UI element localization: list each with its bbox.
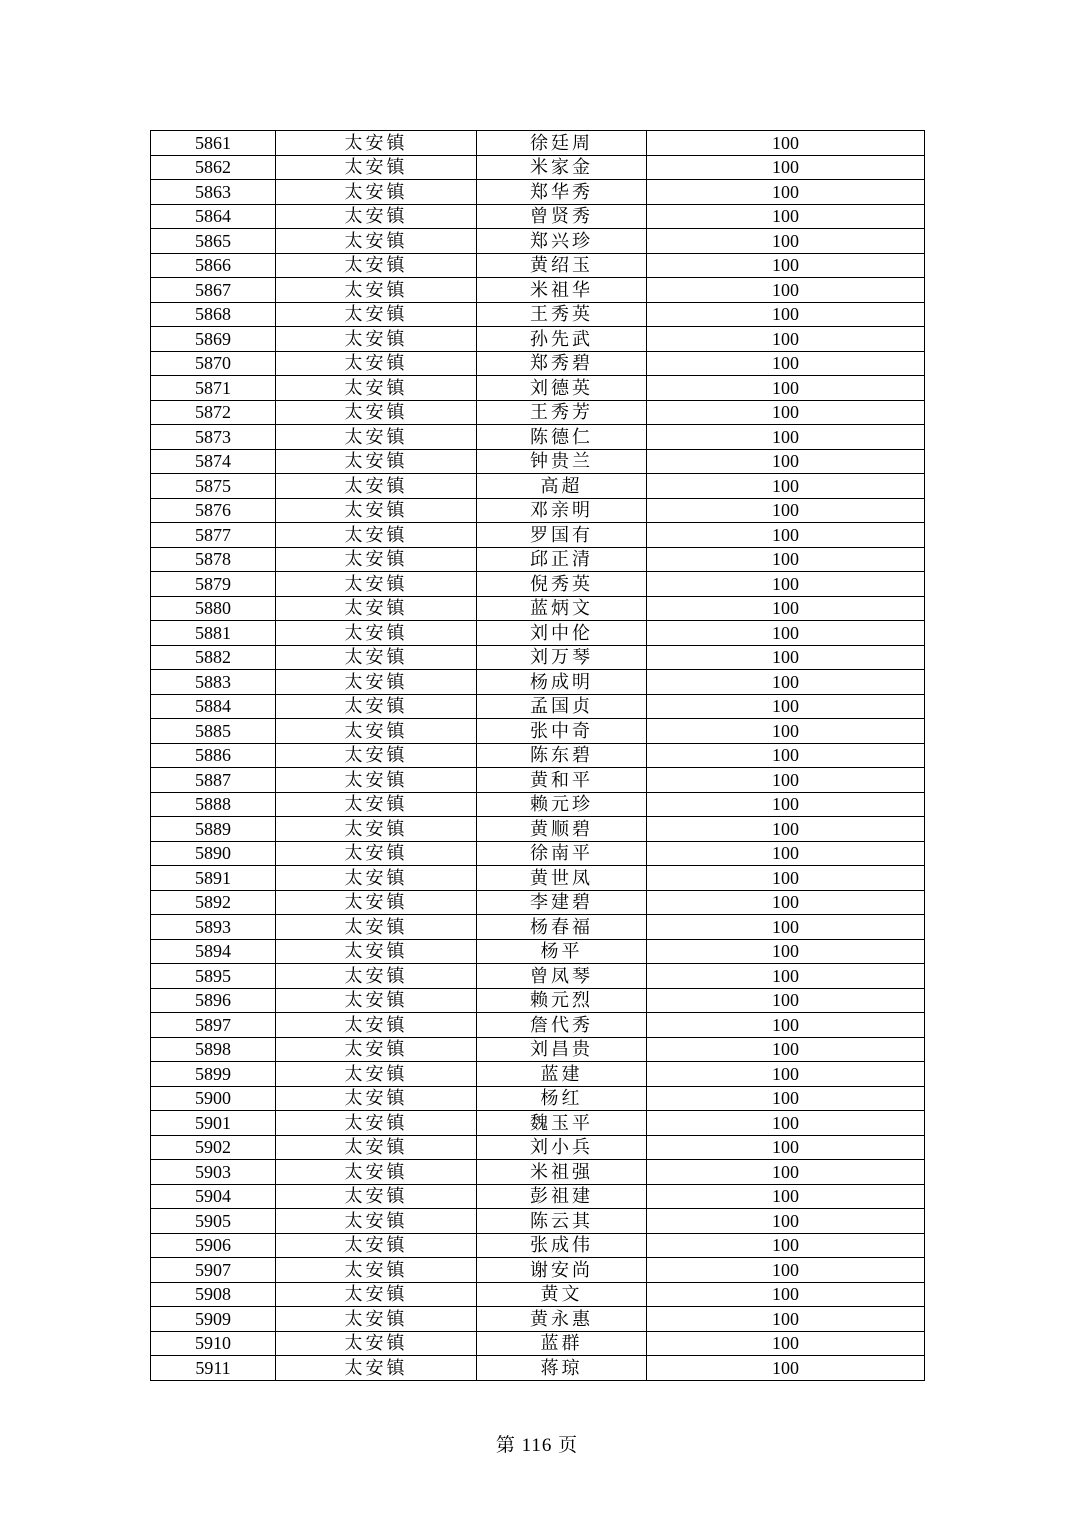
cell-serial-number: 5879 bbox=[151, 572, 276, 597]
table-row bbox=[151, 1160, 925, 1185]
table-row bbox=[151, 204, 925, 229]
roster-table bbox=[150, 130, 925, 1381]
table-row bbox=[151, 278, 925, 303]
cell-person-name: 张成伟 bbox=[477, 1233, 647, 1258]
cell-person-name: 黄世凤 bbox=[477, 866, 647, 891]
cell-serial-number: 5907 bbox=[151, 1258, 276, 1283]
cell-serial-number: 5865 bbox=[151, 229, 276, 254]
cell-person-name: 蓝群 bbox=[477, 1331, 647, 1356]
cell-serial-number: 5866 bbox=[151, 253, 276, 278]
cell-serial-number: 5882 bbox=[151, 645, 276, 670]
cell-amount: 100 bbox=[647, 1160, 925, 1185]
cell-town: 太安镇 bbox=[276, 1258, 477, 1283]
cell-serial-number: 5867 bbox=[151, 278, 276, 303]
table-row bbox=[151, 1037, 925, 1062]
cell-town: 太安镇 bbox=[276, 302, 477, 327]
cell-town: 太安镇 bbox=[276, 180, 477, 205]
cell-amount: 100 bbox=[647, 1037, 925, 1062]
cell-serial-number: 5872 bbox=[151, 400, 276, 425]
table-row bbox=[151, 547, 925, 572]
cell-town: 太安镇 bbox=[276, 1086, 477, 1111]
cell-town: 太安镇 bbox=[276, 1307, 477, 1332]
cell-person-name: 刘万琴 bbox=[477, 645, 647, 670]
cell-amount: 100 bbox=[647, 278, 925, 303]
cell-town: 太安镇 bbox=[276, 474, 477, 499]
table-row bbox=[151, 498, 925, 523]
roster-table-body bbox=[151, 131, 925, 1381]
cell-person-name: 陈云其 bbox=[477, 1209, 647, 1234]
cell-serial-number: 5904 bbox=[151, 1184, 276, 1209]
cell-town: 太安镇 bbox=[276, 768, 477, 793]
cell-person-name: 孙先武 bbox=[477, 327, 647, 352]
table-row bbox=[151, 1331, 925, 1356]
cell-amount: 100 bbox=[647, 253, 925, 278]
cell-town: 太安镇 bbox=[276, 351, 477, 376]
table-row bbox=[151, 1013, 925, 1038]
cell-person-name: 徐南平 bbox=[477, 841, 647, 866]
cell-serial-number: 5894 bbox=[151, 939, 276, 964]
cell-amount: 100 bbox=[647, 474, 925, 499]
cell-amount: 100 bbox=[647, 1209, 925, 1234]
table-row bbox=[151, 670, 925, 695]
cell-serial-number: 5902 bbox=[151, 1135, 276, 1160]
table-row bbox=[151, 1233, 925, 1258]
table-row bbox=[151, 743, 925, 768]
cell-person-name: 谢安尚 bbox=[477, 1258, 647, 1283]
cell-person-name: 詹代秀 bbox=[477, 1013, 647, 1038]
table-row bbox=[151, 351, 925, 376]
cell-amount: 100 bbox=[647, 964, 925, 989]
cell-person-name: 黄绍玉 bbox=[477, 253, 647, 278]
cell-town: 太安镇 bbox=[276, 621, 477, 646]
cell-town: 太安镇 bbox=[276, 890, 477, 915]
cell-town: 太安镇 bbox=[276, 1184, 477, 1209]
cell-town: 太安镇 bbox=[276, 841, 477, 866]
cell-person-name: 王秀芳 bbox=[477, 400, 647, 425]
cell-town: 太安镇 bbox=[276, 964, 477, 989]
table-row bbox=[151, 841, 925, 866]
cell-person-name: 罗国有 bbox=[477, 523, 647, 548]
cell-amount: 100 bbox=[647, 596, 925, 621]
cell-serial-number: 5890 bbox=[151, 841, 276, 866]
cell-town: 太安镇 bbox=[276, 792, 477, 817]
cell-amount: 100 bbox=[647, 400, 925, 425]
table-row bbox=[151, 694, 925, 719]
cell-person-name: 赖元珍 bbox=[477, 792, 647, 817]
cell-amount: 100 bbox=[647, 1013, 925, 1038]
table-row bbox=[151, 939, 925, 964]
table-row bbox=[151, 596, 925, 621]
cell-person-name: 黄顺碧 bbox=[477, 817, 647, 842]
cell-amount: 100 bbox=[647, 327, 925, 352]
table-row bbox=[151, 572, 925, 597]
cell-serial-number: 5881 bbox=[151, 621, 276, 646]
cell-person-name: 蓝炳文 bbox=[477, 596, 647, 621]
page-number: 第 116 页 bbox=[495, 1435, 579, 1456]
cell-serial-number: 5885 bbox=[151, 719, 276, 744]
cell-town: 太安镇 bbox=[276, 694, 477, 719]
table-row bbox=[151, 621, 925, 646]
cell-amount: 100 bbox=[647, 621, 925, 646]
cell-amount: 100 bbox=[647, 376, 925, 401]
cell-person-name: 黄永惠 bbox=[477, 1307, 647, 1332]
cell-person-name: 杨平 bbox=[477, 939, 647, 964]
cell-town: 太安镇 bbox=[276, 253, 477, 278]
cell-town: 太安镇 bbox=[276, 229, 477, 254]
cell-town: 太安镇 bbox=[276, 547, 477, 572]
cell-amount: 100 bbox=[647, 1282, 925, 1307]
cell-town: 太安镇 bbox=[276, 204, 477, 229]
cell-serial-number: 5909 bbox=[151, 1307, 276, 1332]
cell-town: 太安镇 bbox=[276, 719, 477, 744]
table-row bbox=[151, 1356, 925, 1381]
cell-town: 太安镇 bbox=[276, 1331, 477, 1356]
cell-person-name: 郑华秀 bbox=[477, 180, 647, 205]
cell-serial-number: 5888 bbox=[151, 792, 276, 817]
cell-town: 太安镇 bbox=[276, 1209, 477, 1234]
cell-amount: 100 bbox=[647, 939, 925, 964]
cell-person-name: 蓝建 bbox=[477, 1062, 647, 1087]
table-row bbox=[151, 988, 925, 1013]
cell-serial-number: 5880 bbox=[151, 596, 276, 621]
table-row bbox=[151, 474, 925, 499]
cell-amount: 100 bbox=[647, 498, 925, 523]
table-row bbox=[151, 1062, 925, 1087]
table-row bbox=[151, 327, 925, 352]
table-row bbox=[151, 131, 925, 156]
cell-town: 太安镇 bbox=[276, 645, 477, 670]
cell-amount: 100 bbox=[647, 1356, 925, 1381]
cell-serial-number: 5910 bbox=[151, 1331, 276, 1356]
table-row bbox=[151, 890, 925, 915]
cell-person-name: 刘昌贵 bbox=[477, 1037, 647, 1062]
cell-person-name: 郑兴珍 bbox=[477, 229, 647, 254]
cell-town: 太安镇 bbox=[276, 1062, 477, 1087]
table-row bbox=[151, 400, 925, 425]
cell-serial-number: 5892 bbox=[151, 890, 276, 915]
cell-amount: 100 bbox=[647, 915, 925, 940]
cell-amount: 100 bbox=[647, 229, 925, 254]
cell-serial-number: 5911 bbox=[151, 1356, 276, 1381]
table-row bbox=[151, 229, 925, 254]
cell-town: 太安镇 bbox=[276, 1233, 477, 1258]
cell-person-name: 米家金 bbox=[477, 155, 647, 180]
table-row bbox=[151, 253, 925, 278]
cell-town: 太安镇 bbox=[276, 327, 477, 352]
cell-amount: 100 bbox=[647, 425, 925, 450]
table-row bbox=[151, 425, 925, 450]
cell-amount: 100 bbox=[647, 1062, 925, 1087]
cell-person-name: 倪秀英 bbox=[477, 572, 647, 597]
cell-person-name: 邱正清 bbox=[477, 547, 647, 572]
table-row bbox=[151, 376, 925, 401]
cell-serial-number: 5893 bbox=[151, 915, 276, 940]
cell-person-name: 邓亲明 bbox=[477, 498, 647, 523]
cell-amount: 100 bbox=[647, 1233, 925, 1258]
table-row bbox=[151, 180, 925, 205]
cell-town: 太安镇 bbox=[276, 400, 477, 425]
cell-person-name: 彭祖建 bbox=[477, 1184, 647, 1209]
cell-serial-number: 5868 bbox=[151, 302, 276, 327]
cell-serial-number: 5873 bbox=[151, 425, 276, 450]
cell-town: 太安镇 bbox=[276, 376, 477, 401]
cell-serial-number: 5908 bbox=[151, 1282, 276, 1307]
cell-person-name: 杨春福 bbox=[477, 915, 647, 940]
cell-serial-number: 5905 bbox=[151, 1209, 276, 1234]
cell-town: 太安镇 bbox=[276, 523, 477, 548]
cell-amount: 100 bbox=[647, 1307, 925, 1332]
cell-amount: 100 bbox=[647, 523, 925, 548]
cell-amount: 100 bbox=[647, 890, 925, 915]
cell-amount: 100 bbox=[647, 841, 925, 866]
table-row bbox=[151, 792, 925, 817]
cell-town: 太安镇 bbox=[276, 1356, 477, 1381]
cell-amount: 100 bbox=[647, 155, 925, 180]
table-row bbox=[151, 1282, 925, 1307]
cell-town: 太安镇 bbox=[276, 1111, 477, 1136]
cell-amount: 100 bbox=[647, 449, 925, 474]
cell-town: 太安镇 bbox=[276, 155, 477, 180]
cell-person-name: 黄和平 bbox=[477, 768, 647, 793]
cell-person-name: 米祖强 bbox=[477, 1160, 647, 1185]
cell-amount: 100 bbox=[647, 1331, 925, 1356]
cell-town: 太安镇 bbox=[276, 866, 477, 891]
table-row bbox=[151, 1184, 925, 1209]
cell-person-name: 魏玉平 bbox=[477, 1111, 647, 1136]
cell-town: 太安镇 bbox=[276, 939, 477, 964]
cell-serial-number: 5900 bbox=[151, 1086, 276, 1111]
cell-serial-number: 5883 bbox=[151, 670, 276, 695]
table-row bbox=[151, 1086, 925, 1111]
cell-amount: 100 bbox=[647, 302, 925, 327]
cell-serial-number: 5876 bbox=[151, 498, 276, 523]
cell-serial-number: 5886 bbox=[151, 743, 276, 768]
table-row bbox=[151, 1111, 925, 1136]
cell-serial-number: 5891 bbox=[151, 866, 276, 891]
table-row bbox=[151, 719, 925, 744]
cell-person-name: 高超 bbox=[477, 474, 647, 499]
cell-serial-number: 5861 bbox=[151, 131, 276, 156]
cell-person-name: 黄文 bbox=[477, 1282, 647, 1307]
cell-person-name: 李建碧 bbox=[477, 890, 647, 915]
cell-town: 太安镇 bbox=[276, 596, 477, 621]
cell-serial-number: 5898 bbox=[151, 1037, 276, 1062]
cell-person-name: 郑秀碧 bbox=[477, 351, 647, 376]
cell-serial-number: 5877 bbox=[151, 523, 276, 548]
cell-town: 太安镇 bbox=[276, 988, 477, 1013]
cell-serial-number: 5863 bbox=[151, 180, 276, 205]
table-row bbox=[151, 523, 925, 548]
cell-person-name: 米祖华 bbox=[477, 278, 647, 303]
cell-serial-number: 5901 bbox=[151, 1111, 276, 1136]
cell-town: 太安镇 bbox=[276, 278, 477, 303]
cell-person-name: 曾凤琴 bbox=[477, 964, 647, 989]
cell-amount: 100 bbox=[647, 1086, 925, 1111]
cell-serial-number: 5887 bbox=[151, 768, 276, 793]
cell-person-name: 张中奇 bbox=[477, 719, 647, 744]
cell-person-name: 杨成明 bbox=[477, 670, 647, 695]
table-row bbox=[151, 1258, 925, 1283]
cell-serial-number: 5889 bbox=[151, 817, 276, 842]
cell-amount: 100 bbox=[647, 768, 925, 793]
cell-person-name: 孟国贞 bbox=[477, 694, 647, 719]
cell-amount: 100 bbox=[647, 1258, 925, 1283]
table-row bbox=[151, 768, 925, 793]
cell-serial-number: 5903 bbox=[151, 1160, 276, 1185]
cell-amount: 100 bbox=[647, 1135, 925, 1160]
cell-amount: 100 bbox=[647, 1111, 925, 1136]
table-row bbox=[151, 1307, 925, 1332]
cell-person-name: 陈德仁 bbox=[477, 425, 647, 450]
table-row bbox=[151, 866, 925, 891]
cell-amount: 100 bbox=[647, 1184, 925, 1209]
cell-amount: 100 bbox=[647, 817, 925, 842]
cell-town: 太安镇 bbox=[276, 1037, 477, 1062]
cell-serial-number: 5871 bbox=[151, 376, 276, 401]
cell-person-name: 曾贤秀 bbox=[477, 204, 647, 229]
cell-amount: 100 bbox=[647, 351, 925, 376]
cell-person-name: 杨红 bbox=[477, 1086, 647, 1111]
cell-serial-number: 5884 bbox=[151, 694, 276, 719]
cell-serial-number: 5870 bbox=[151, 351, 276, 376]
cell-town: 太安镇 bbox=[276, 1160, 477, 1185]
cell-person-name: 赖元烈 bbox=[477, 988, 647, 1013]
cell-person-name: 蒋琼 bbox=[477, 1356, 647, 1381]
table-row bbox=[151, 915, 925, 940]
cell-amount: 100 bbox=[647, 180, 925, 205]
cell-town: 太安镇 bbox=[276, 449, 477, 474]
cell-person-name: 刘小兵 bbox=[477, 1135, 647, 1160]
cell-amount: 100 bbox=[647, 204, 925, 229]
cell-town: 太安镇 bbox=[276, 670, 477, 695]
cell-town: 太安镇 bbox=[276, 1013, 477, 1038]
cell-town: 太安镇 bbox=[276, 915, 477, 940]
cell-amount: 100 bbox=[647, 694, 925, 719]
table-row bbox=[151, 1209, 925, 1234]
cell-serial-number: 5878 bbox=[151, 547, 276, 572]
cell-town: 太安镇 bbox=[276, 1282, 477, 1307]
cell-serial-number: 5862 bbox=[151, 155, 276, 180]
cell-amount: 100 bbox=[647, 572, 925, 597]
cell-town: 太安镇 bbox=[276, 817, 477, 842]
cell-serial-number: 5895 bbox=[151, 964, 276, 989]
cell-amount: 100 bbox=[647, 719, 925, 744]
cell-town: 太安镇 bbox=[276, 743, 477, 768]
cell-amount: 100 bbox=[647, 866, 925, 891]
table-row bbox=[151, 1135, 925, 1160]
cell-person-name: 刘中伦 bbox=[477, 621, 647, 646]
cell-town: 太安镇 bbox=[276, 572, 477, 597]
cell-serial-number: 5869 bbox=[151, 327, 276, 352]
cell-serial-number: 5906 bbox=[151, 1233, 276, 1258]
cell-person-name: 徐廷周 bbox=[477, 131, 647, 156]
cell-amount: 100 bbox=[647, 131, 925, 156]
cell-town: 太安镇 bbox=[276, 1135, 477, 1160]
cell-serial-number: 5896 bbox=[151, 988, 276, 1013]
cell-serial-number: 5897 bbox=[151, 1013, 276, 1038]
table-row bbox=[151, 645, 925, 670]
cell-person-name: 陈东碧 bbox=[477, 743, 647, 768]
cell-amount: 100 bbox=[647, 988, 925, 1013]
cell-serial-number: 5875 bbox=[151, 474, 276, 499]
cell-amount: 100 bbox=[647, 792, 925, 817]
table-row bbox=[151, 817, 925, 842]
cell-town: 太安镇 bbox=[276, 498, 477, 523]
cell-town: 太安镇 bbox=[276, 131, 477, 156]
cell-amount: 100 bbox=[647, 743, 925, 768]
table-row bbox=[151, 302, 925, 327]
table-row bbox=[151, 155, 925, 180]
cell-person-name: 钟贵兰 bbox=[477, 449, 647, 474]
table-row bbox=[151, 449, 925, 474]
cell-amount: 100 bbox=[647, 645, 925, 670]
cell-person-name: 刘德英 bbox=[477, 376, 647, 401]
cell-amount: 100 bbox=[647, 670, 925, 695]
cell-serial-number: 5864 bbox=[151, 204, 276, 229]
cell-amount: 100 bbox=[647, 547, 925, 572]
cell-person-name: 王秀英 bbox=[477, 302, 647, 327]
cell-town: 太安镇 bbox=[276, 425, 477, 450]
table-row bbox=[151, 964, 925, 989]
cell-serial-number: 5899 bbox=[151, 1062, 276, 1087]
cell-serial-number: 5874 bbox=[151, 449, 276, 474]
